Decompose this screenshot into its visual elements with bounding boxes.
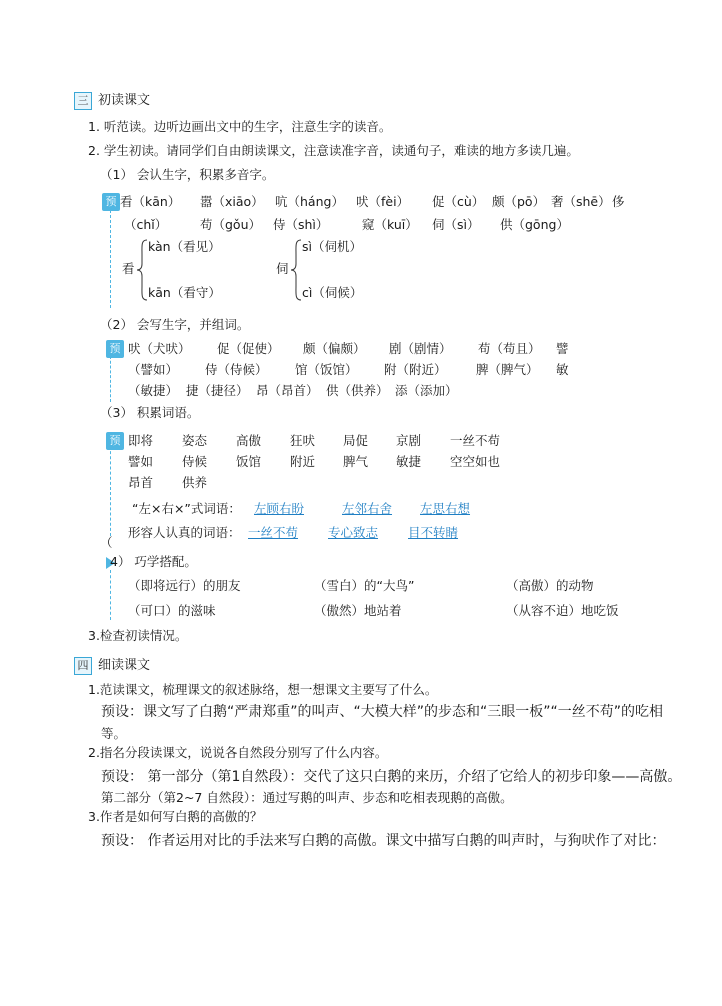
word-item: 昂（昂首）	[256, 383, 319, 398]
vocab-word: 昂首	[128, 475, 154, 490]
subheading: （2） 会写生字，并组词。	[100, 317, 250, 332]
vocab-link[interactable]: 目不转睛	[408, 525, 459, 540]
section-title: 初读课文	[98, 93, 151, 108]
word-item: 吠（犬吠）	[128, 341, 191, 356]
brace-icon	[290, 238, 302, 302]
category-label: 形容人认真的词语：	[128, 525, 241, 540]
vocab-link[interactable]: 左邻右舍	[342, 501, 393, 516]
match-item: （傲然）地站着	[314, 603, 402, 618]
vocab-word: 一丝不苟	[450, 433, 501, 448]
answer: 等。	[101, 726, 127, 741]
pinyin-item: 吭（háng）	[275, 194, 344, 209]
word-item: 捷（捷径）	[186, 383, 249, 398]
vocab-word: 供养	[182, 475, 208, 490]
word-item: 馆（饭馆）	[295, 362, 358, 377]
section-number-badge: 四	[74, 657, 92, 675]
section-title: 细读课文	[98, 658, 151, 673]
word-item: （譬如）	[128, 362, 179, 377]
pinyin-item: 伺（sì）	[432, 217, 480, 232]
reading: sì（伺机）	[302, 239, 362, 254]
paragraph: 2. 学生初读。请同学们自由朗读课文，注意读准字音，读通句子，难读的地方多读几遍。	[88, 143, 579, 158]
category-label: “左×右×”式词语：	[132, 501, 241, 516]
vocab-word: 高傲	[236, 433, 262, 448]
question: 1.范读课文，梳理课文的叙述脉络，想一想课文主要写了什么。	[88, 682, 438, 697]
vocab-word: 狂吠	[290, 433, 316, 448]
reading: cì（伺候）	[302, 285, 363, 300]
vocab-word: 京剧	[396, 433, 422, 448]
vocab-word: 譬如	[128, 454, 154, 469]
question: 2.指名分段读课文，说说各自然段分别写了什么内容。	[88, 745, 388, 760]
word-item: （敏捷）	[128, 383, 179, 398]
reading: kān（看守）	[148, 285, 221, 300]
pinyin-item: 促（cù）	[432, 194, 485, 209]
vocab-word: 即将	[128, 433, 154, 448]
answer: 第二部分（第2~7 自然段）：通过写鹅的叫声、步态和吃相表现鹅的高傲。	[101, 790, 513, 805]
pinyin-item: 看（kān）	[120, 194, 181, 209]
preset-tag-icon: 预	[106, 432, 124, 450]
vocab-link[interactable]: 一丝不苟	[248, 525, 299, 540]
paren-mark: （	[100, 535, 113, 550]
word-item: 促（促使）	[217, 341, 280, 356]
paragraph: 1. 听范读。边听边画出文中的生字，注意生字的读音。	[88, 119, 392, 134]
pinyin-item: 奢（shē）	[551, 194, 611, 209]
match-item: （可口）的滋味	[128, 603, 216, 618]
pinyin-item: 侍（shì）	[273, 217, 329, 232]
polyphonic-char: 看	[122, 261, 135, 276]
pinyin-item: 供（gōng）	[500, 217, 569, 232]
guide-line	[110, 210, 111, 308]
match-item: （从容不迫）地吃饭	[506, 603, 619, 618]
pinyin-item: 嚣（xiāo）	[200, 194, 264, 209]
pinyin-item: 侈	[612, 194, 625, 209]
word-item: 剧（剧情）	[389, 341, 452, 356]
question: 3.作者是如何写白鹅的高傲的？	[88, 809, 263, 824]
vocab-word: 局促	[343, 433, 369, 448]
vocab-word: 饭馆	[236, 454, 262, 469]
word-item: 附（附近）	[384, 362, 447, 377]
guide-line	[110, 356, 111, 402]
subheading: （1） 会认生字，积累多音字。	[100, 167, 275, 182]
subheading: 4） 巧学搭配。	[110, 554, 197, 569]
pinyin-item: 窥（kuī）	[362, 217, 418, 232]
vocab-word: 附近	[290, 454, 316, 469]
pinyin-item: 吠（fèi）	[356, 194, 410, 209]
answer: 预设： 作者运用对比的手法来写白鹅的高傲。课文中描写白鹅的叫声时，与狗吠作了对比：	[101, 833, 666, 849]
pinyin-item: 苟（gǒu）	[200, 217, 262, 232]
pinyin-item: （chǐ）	[124, 217, 168, 232]
guide-line	[110, 446, 111, 536]
paragraph: 3.检查初读情况。	[88, 628, 188, 643]
word-item: 敏	[556, 362, 569, 377]
brace-icon	[136, 238, 148, 302]
match-item: （高傲）的动物	[506, 578, 594, 593]
word-item: 脾（脾气）	[476, 362, 539, 377]
pinyin-item: 颇（pō）	[492, 194, 546, 209]
vocab-word: 敏捷	[396, 454, 422, 469]
vocab-link[interactable]: 专心致志	[328, 525, 379, 540]
word-item: 供（供养）	[326, 383, 389, 398]
section-number-badge: 三	[74, 92, 92, 110]
polyphonic-char: 伺	[276, 261, 289, 276]
word-item: 添（添加）	[395, 383, 458, 398]
answer: 预设：课文写了白鹅“严肃郑重”的叫声、“大模大样”的步态和“三眼一板”“一丝不苟”的吃相	[101, 704, 664, 720]
vocab-link[interactable]: 左思右想	[420, 501, 471, 516]
word-item: 譬	[556, 341, 569, 356]
vocab-word: 空空如也	[450, 454, 501, 469]
match-item: （即将远行）的朋友	[128, 578, 241, 593]
subheading: （3） 积累词语。	[100, 405, 200, 420]
guide-line	[110, 570, 111, 620]
vocab-link[interactable]: 左顾右盼	[254, 501, 305, 516]
vocab-word: 侍候	[182, 454, 208, 469]
answer: 预设： 第一部分（第1自然段）：交代了这只白鹅的来历，介绍了它给人的初步印象——高傲。	[101, 769, 682, 785]
vocab-word: 脾气	[343, 454, 369, 469]
match-item: （雪白）的“大鸟”	[314, 578, 415, 593]
preset-tag-icon: 预	[106, 340, 124, 358]
word-item: 侍（侍候）	[205, 362, 268, 377]
preset-tag-icon: 预	[102, 193, 120, 211]
word-item: 苟（苟且）	[478, 341, 541, 356]
word-item: 颇（偏颇）	[303, 341, 366, 356]
reading: kàn（看见）	[148, 239, 221, 254]
vocab-word: 姿态	[182, 433, 208, 448]
